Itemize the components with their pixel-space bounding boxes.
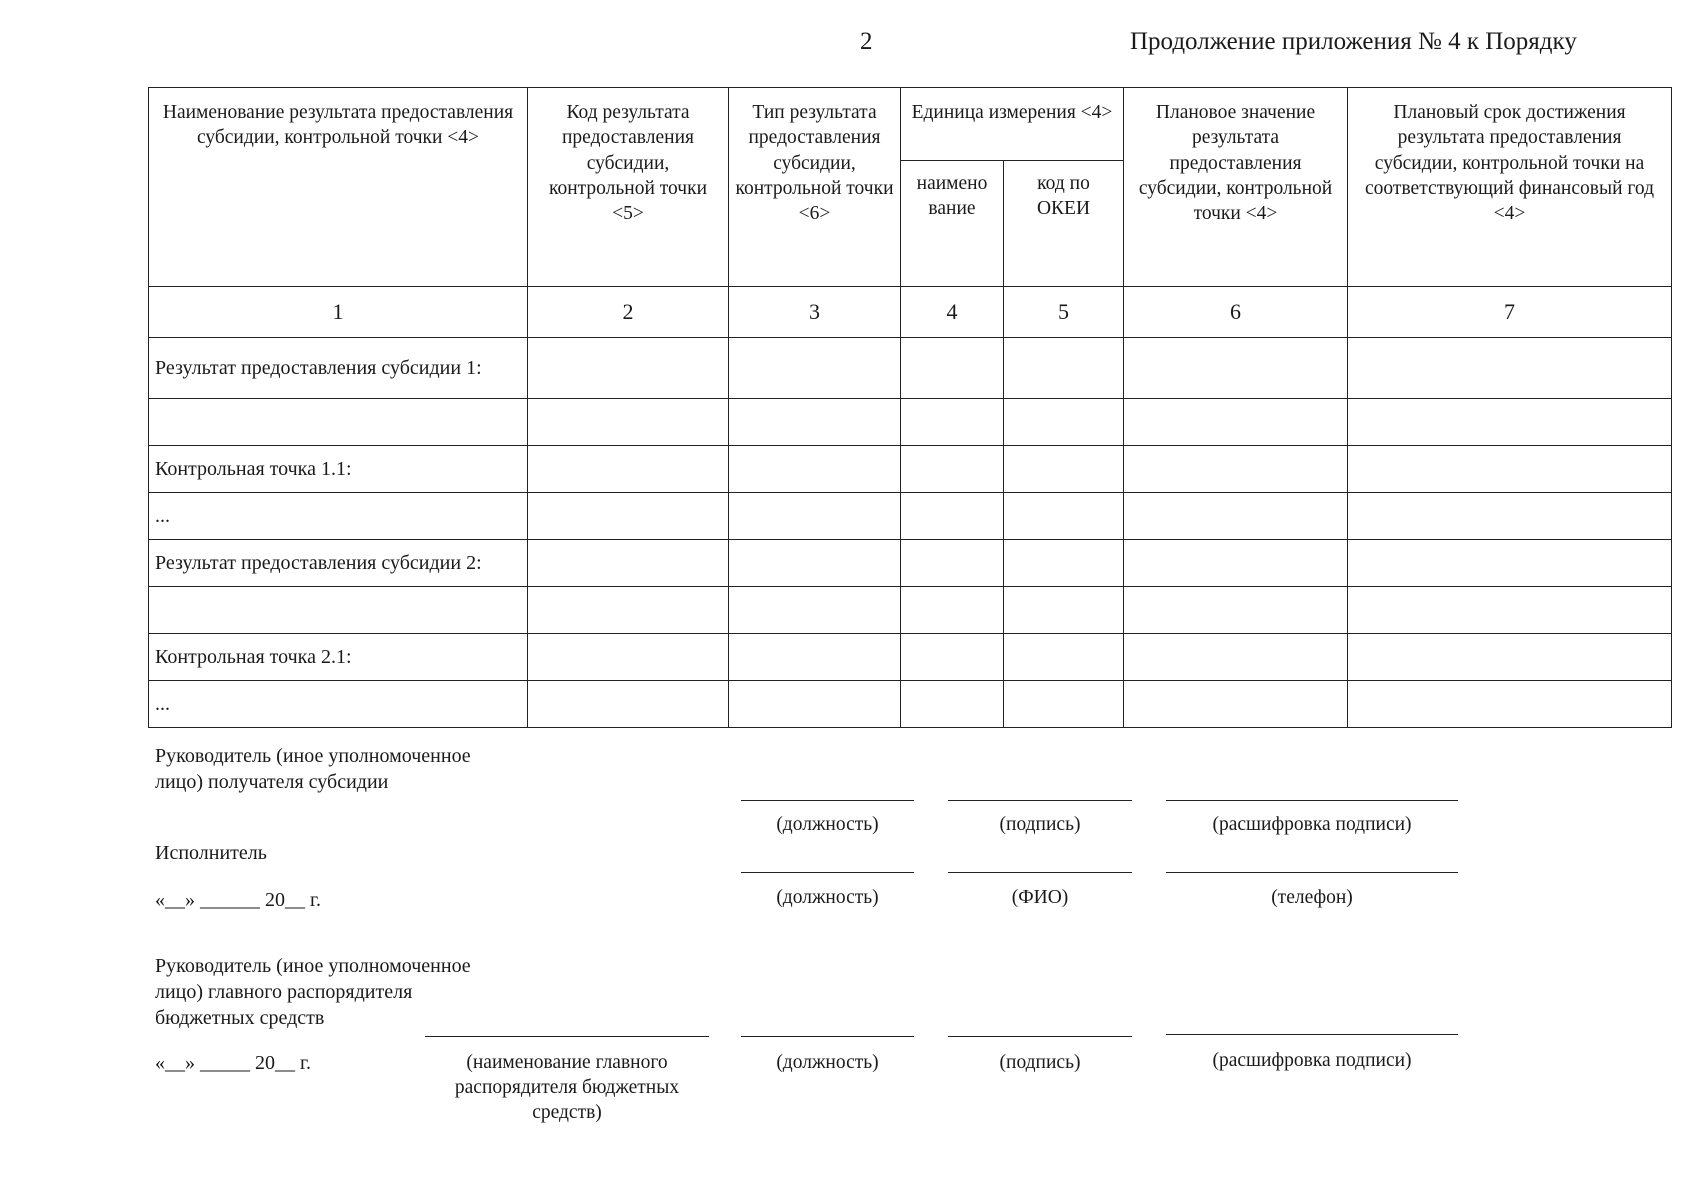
table-cell [528, 399, 729, 446]
signature-line [948, 1036, 1132, 1037]
table-cell [1348, 634, 1672, 681]
table-cell [1124, 399, 1348, 446]
table-cell [1004, 399, 1124, 446]
caption-full-name: (ФИО) [1011, 887, 1069, 908]
table-row [149, 493, 1672, 540]
table-cell [1124, 540, 1348, 587]
header-unit-name: наимено вание [901, 161, 1004, 287]
table-cell [1348, 493, 1672, 540]
table-cell [1348, 587, 1672, 634]
column-numbers-row [149, 287, 1672, 338]
table-cell [528, 493, 729, 540]
column-number: 1 [149, 287, 528, 338]
table-cell [901, 634, 1004, 681]
table-cell [1004, 338, 1124, 399]
signature-line [948, 872, 1132, 873]
table-cell [528, 681, 729, 728]
table-cell [1124, 634, 1348, 681]
table-cell [1348, 681, 1672, 728]
table-cell [1348, 540, 1672, 587]
caption-phone: (телефон) [1271, 887, 1353, 908]
caption-signature: (подпись) [999, 814, 1081, 835]
appendix-title: Продолжение приложения № 4 к Порядку [1130, 28, 1577, 55]
header-result-code: Код результата предоставления субсидии, контрольной точки <5> [528, 88, 729, 287]
table-cell [1348, 399, 1672, 446]
caption-position: (должность) [776, 887, 879, 908]
row-label: Контрольная точка 1.1: [149, 446, 528, 493]
executor-label: Исполнитель [155, 842, 267, 864]
column-number: 6 [1124, 287, 1348, 338]
table-cell [729, 587, 901, 634]
table-row [149, 587, 1672, 634]
table-cell [729, 540, 901, 587]
header-row-top [149, 88, 1672, 161]
table-cell [729, 493, 901, 540]
date-line: «__» ______ 20__ г. [155, 889, 321, 911]
table-cell [1348, 446, 1672, 493]
results-table [148, 87, 1672, 728]
row-label: ... [149, 493, 528, 540]
table-cell [528, 634, 729, 681]
table-cell [1004, 634, 1124, 681]
table-cell [729, 399, 901, 446]
column-number: 7 [1348, 287, 1672, 338]
date-line: «__» _____ 20__ г. [155, 1052, 311, 1074]
table-row [149, 681, 1672, 728]
table-cell [1124, 587, 1348, 634]
page-number: 2 [860, 28, 873, 55]
table-cell [901, 338, 1004, 399]
table-cell [901, 681, 1004, 728]
caption-manager-name: (наименование главного распорядителя бюджетных средств) [454, 1052, 680, 1123]
caption-position: (должность) [776, 1052, 879, 1073]
row-label: Контрольная точка 2.1: [149, 634, 528, 681]
table-cell [1124, 338, 1348, 399]
row-label [149, 399, 528, 446]
table-cell [528, 446, 729, 493]
table-row [149, 338, 1672, 399]
signature-line [741, 1036, 914, 1037]
table-cell [1124, 681, 1348, 728]
header-result-type: Тип результата предоставления субсидии, контрольной точки <6> [729, 88, 901, 287]
table-cell [1004, 587, 1124, 634]
row-label: Результат предоставления субсидии 2: [149, 540, 528, 587]
caption-signature: (подпись) [999, 1052, 1081, 1073]
header-planned-date: Плановый срок достижения результата предоставления субсидии, контрольной точки на соответствующий финансовый год <4> [1348, 88, 1672, 287]
table-cell [729, 634, 901, 681]
table-cell [729, 338, 901, 399]
row-label: ... [149, 681, 528, 728]
table-cell [528, 338, 729, 399]
caption-position: (должность) [776, 814, 879, 835]
column-number: 2 [528, 287, 729, 338]
table-cell [901, 446, 1004, 493]
signature-line [741, 872, 914, 873]
header-unit-okei: код по ОКЕИ [1004, 161, 1124, 287]
table-cell [901, 493, 1004, 540]
table-cell [1004, 493, 1124, 540]
row-label [149, 587, 528, 634]
column-number: 4 [901, 287, 1004, 338]
table-cell [901, 540, 1004, 587]
caption-signature-decode: (расшифровка подписи) [1212, 1050, 1412, 1071]
column-number: 3 [729, 287, 901, 338]
table-row [149, 540, 1672, 587]
row-label: Результат предоставления субсидии 1: [149, 338, 528, 399]
table-cell [1124, 493, 1348, 540]
signature-line [1166, 872, 1458, 873]
table-cell [1004, 446, 1124, 493]
header-planned-value: Плановое значение результата предоставления субсидии, контрольной точки <4> [1124, 88, 1348, 287]
table-cell [729, 446, 901, 493]
column-number: 5 [1004, 287, 1124, 338]
signature-line [1166, 800, 1458, 801]
table-cell [901, 399, 1004, 446]
table-row [149, 446, 1672, 493]
table-row [149, 634, 1672, 681]
caption-signature-decode: (расшифровка подписи) [1212, 814, 1412, 835]
recipient-head-label: Руководитель (иное уполномоченное лицо) получателя субсидии [155, 745, 471, 793]
header-result-name: Наименование результата предоставления субсидии, контрольной точки <4> [149, 88, 528, 287]
signature-line [741, 800, 914, 801]
manager-head-label: Руководитель (иное уполномоченное лицо) главного распорядителя бюджетных средств [155, 955, 471, 1029]
header-unit: Единица измерения <4> [901, 88, 1124, 161]
table-cell [1004, 681, 1124, 728]
table-cell [528, 587, 729, 634]
signature-line [948, 800, 1132, 801]
signature-line [425, 1036, 709, 1037]
table-row [149, 399, 1672, 446]
table-cell [528, 540, 729, 587]
table-cell [1348, 338, 1672, 399]
table-cell [1004, 540, 1124, 587]
table-cell [729, 681, 901, 728]
table-cell [1124, 446, 1348, 493]
table-cell [901, 587, 1004, 634]
signature-line [1166, 1034, 1458, 1035]
